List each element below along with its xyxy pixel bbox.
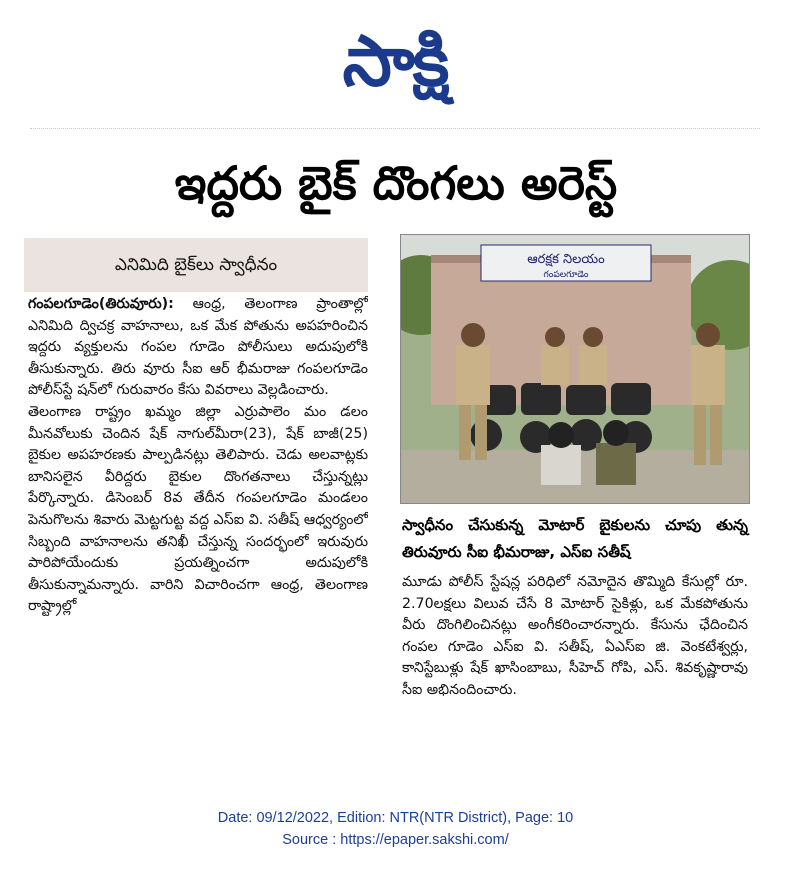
headline: ఇద్దరు బైక్ దొంగలు అరెస్ట్ — [174, 156, 618, 210]
article-paragraph: తెలంగాణ రాష్ట్రం ఖమ్మం జిల్లా ఎర్రుపాలెం మం డలం మీనవోలుకు చెందిన షేక్ నాగుల్‌మీరా(23), షేక్ బాజీ(25) బైకుల అపహరణకు పాల్పడినట్లు తెలిపారు. చెడు అలవాట్లకు బానిసలైన వీరిద్దరు బైకుల దొంగతనాలు చేస్తున్నట్లు పేర్కొన్నారు. డిసెంబర్ 8వ తేదీన గంపలగూడెం మండలం పెనుగొలను శివారు మెట్టగుట్ట వద్ద ఎస్ఐ వి. సతీష్ ఆధ్వర్యంలో సిబ్బంది వాహనాలను తనిఖీ చేస్తున్న సందర్భంలో ఇరువురు పారిపోయేందుకు ప్రయత్నించగా అదుపులోకి తీసుకున్నామన్నారు. వారిని విచారించగా ఆంధ్ర, తెలంగాణ రాష్ట్రాల్లో — [28, 403, 368, 615]
article-paragraph: మూడు పోలీస్ స్టేషన్ల పరిధిలో నమోదైన తొమ్మిది కేసుల్లో రూ. 2.70లక్షలు విలువ చేసే 8 మోటార్ సైకిళ్లు, ఒక మేకపోతును వీరు దొంగిలించినట్లు అంగీకరించారన్నారు. కేసును ఛేదించిన గంపల గూడెం ఎస్ఐ వి. సతీష్, ఏఎస్ఐ జి. వెంకటేశ్వర్లు, కానిస్టేబుళ్లు షేక్ ఖాసింబాబు, సీహెచ్ గోపి, ఎస్. శివకృష్ణారావు సీఐ అభినందించారు. — [402, 574, 748, 698]
sakshi-logo: సాక్షి — [342, 20, 448, 102]
article-paragraph — [28, 294, 368, 402]
photo-illustration — [401, 235, 749, 503]
photo-caption: స్వాధీనం చేసుకున్న మోటార్ బైకులను చూపు తున్న తిరువూరు సీఐ భీమరాజు, ఎస్ఐ సతీష్ — [402, 516, 748, 561]
dateline: గంపలగూడెం(తిరువూరు): — [28, 296, 174, 312]
masthead-divider — [30, 128, 760, 131]
signboard-text: ఆరక్షక నిలయం — [527, 252, 605, 267]
signboard-subtext: గంపలగూడెం — [543, 270, 589, 280]
edition-info: Date: 09/12/2022, Edition: NTR(NTR District), Page: 10 — [217, 810, 574, 826]
news-photo — [400, 234, 750, 504]
article-column-left — [28, 294, 368, 774]
article-column-right — [402, 572, 748, 768]
article-text: ఆంధ్ర, తెలంగాణ ప్రాంతాల్లో ఎనిమిది ద్విచక్ర వాహనాలు, ఒక మేక పోతును అపహరించిన ఇద్దరు వ్యక్తులను గంపల గూడెం పోలీసులు అదుపులోకి తీసుకున్నారు. తిరు వూరు సీఐ ఆర్ భీమరాజు గంపలగూడెం పోలీస్‌స్టే షన్‌లో గురువారం కేసు వివరాలు వెల్లడించారు. — [28, 296, 368, 399]
footer — [0, 807, 791, 851]
subheadline: ఎనిమిది బైక్‌లు స్వాధీనం — [24, 238, 368, 292]
source-link[interactable]: Source : https://epaper.sakshi.com/ — [282, 832, 509, 848]
